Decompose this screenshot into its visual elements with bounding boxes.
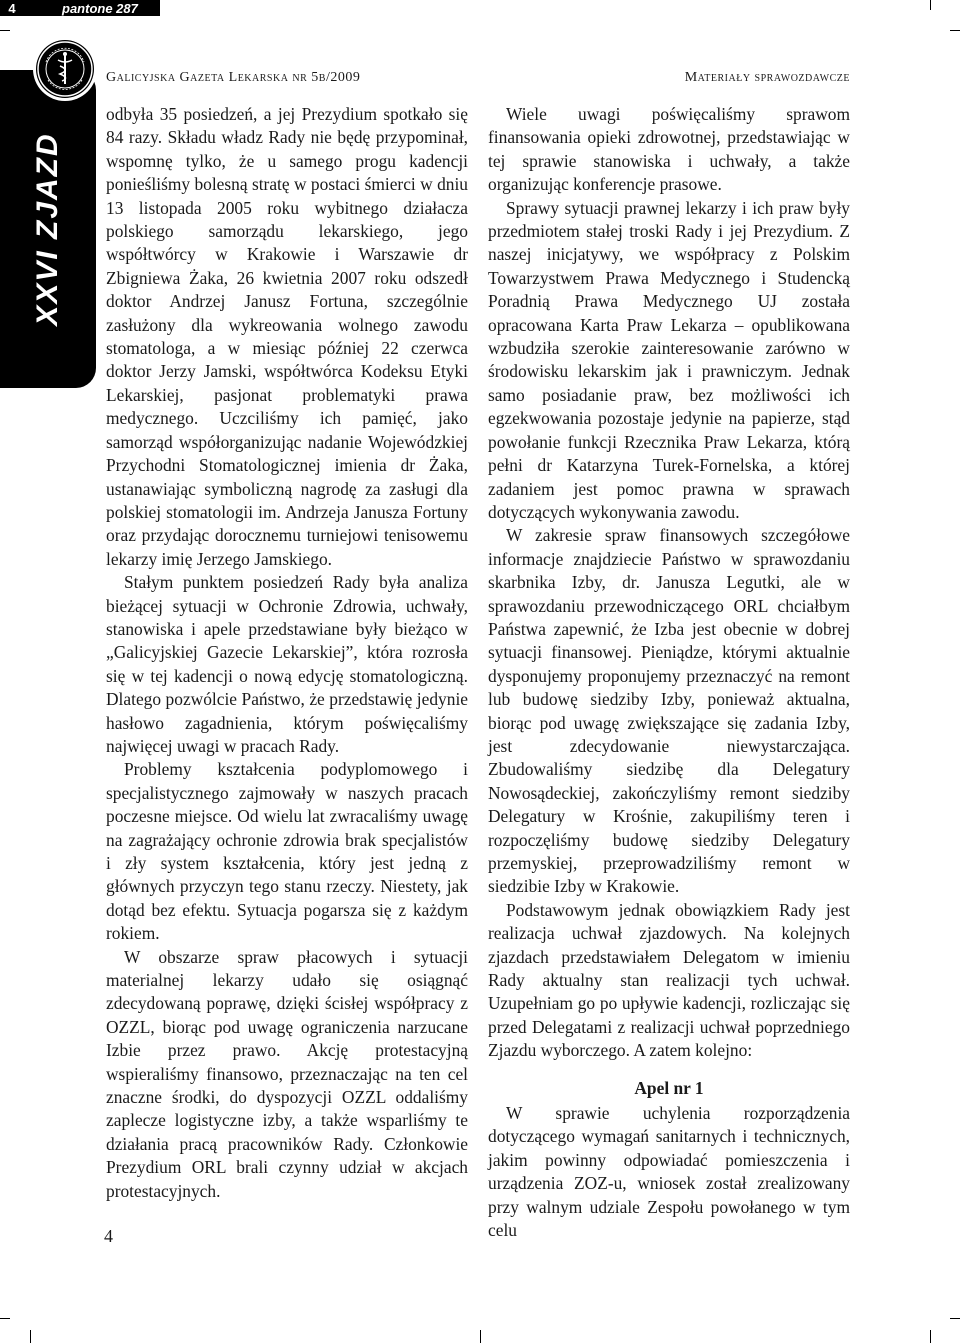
paragraph: W obszarze spraw płacowych i sytuacji materialnej lekarzy udało się osiągnąć zdecydowaną poprawę, dzięki ścisłej współpracy z OZZL, biorąc pod uwagę ograniczenia narzucane Izbie przez prawo. Akcję protestacyjną wspieraliśmy finansowo, przeznaczając na ten cel znaczne środki, do dyspozycji OZZL oddaliśmy zaplecze logistyczne izby, a także wsparliśmy te działania pracą pracowników Rady. Członkowie Prezydium ORL brali czynny udział w akcjach protestacyjnych. (106, 946, 468, 1201)
page-number: 4 (104, 1226, 113, 1246)
paragraph: odbyła 35 posiedzeń, a jej Prezydium spotkało się 84 razy. Składu władz Rady nie będę przypominał, wspomnę tylko, że u samego progu kadencji ponieśliśmy bolesną stratę w postaci śmierci w dniu 13 listopada 2005 roku wybitnego działacza polskiego samorządu lekarskiego, jego współtwórcy w Krakowie i Warszawie dr Zbigniewa Żaka, 26 kwietnia 2007 roku odszedł doktor Andrzej Janusz Fortuna, szczególnie zasłużony dla wykreowania wolnego zawodu stomatologa, a w miesiąc później 22 czerwca doktor Jerzy Jamski, współtwórca Kodeksu Etyki Lekarskiej, pasjonat problematyki prawa medycznego. Uczciliśmy ich pamięć, jako samorząd współorganizując nadanie Wojewódzkiej Przychodni Stomatologicznej imienia dr Żaka, ustanawiając symboliczną nagrodę za zasługi dla polskiej stomatologii im. Andrzeja Janusza Fortuny oraz przydając dorocznemu turniejowi tenisowemu lekarzy imię Jerzego Jamskiego. (106, 104, 468, 569)
paragraph: Wiele uwagi poświęcaliśmy sprawom finansowania opieki zdrowotnej, przedstawiając w tej sprawie stanowiska i uchwały, a także organizując konferencje prasowe. (488, 104, 850, 195)
sidebar-title: XXVI ZJAZD (31, 132, 64, 326)
crop-mark (30, 1330, 31, 1343)
crop-mark (930, 0, 931, 10)
paragraph: W sprawie uchylenia rozporządzenia dotyczącego wymagań sanitarnych i technicznych, jakim powinny odpowiadać pomieszczenia i urządzenia ZOZ-u, wniosek został zrealizowany przy walnym udziale Zespołu powołanego w tym celu (488, 1103, 850, 1241)
caduceus-seal-icon (36, 40, 94, 98)
crop-mark (0, 1318, 10, 1319)
crop-mark (0, 30, 10, 31)
crop-mark (950, 1318, 960, 1319)
section-header: Materiały sprawozdawcze (684, 70, 850, 85)
print-page-number: 4 (8, 0, 16, 16)
journal-header: Galicyjska Gazeta Lekarska nr 5b/2009 (106, 70, 361, 85)
paragraph: Podstawowym jednak obowiązkiem Rady jest realizacja uchwał zjazdowych. Na kolejnych zjazdach przedstawiałem Delegatom w imieniu Rady aktualny stan realizacji tych uchwał. Uzupełniam go po upływie kadencji, rozliczając się przed Delegatami z realizacji uchwał poprzedniego Zjazdu wyborczego. A zatem kolejno: (488, 899, 850, 1061)
paragraph: Stałym punktem posiedzeń Rady była analiza bieżącej sytuacji w Ochronie Zdrowia, uchwały, stanowiska i apele przedstawiane były bieżąco w „Galicyjskiej Gazecie Lekarskiej”, która rozrosła się w tej kadencji o nową edycję stomatologiczną. Dlatego pozwólcie Państwo, że przedstawię jedynie hasłowo zagadnienia, którym poświęcaliśmy najwięcej uwagi w pracach Rady. (106, 572, 468, 756)
section-heading: Apel nr 1 (634, 1077, 704, 1098)
crop-mark (930, 1330, 931, 1343)
right-column (488, 103, 850, 1243)
paragraph: Sprawy sytuacji prawnej lekarzy i ich praw były przedmiotem stałej troski Rady i jej Prezydium. Z naszej inicjatywy, we współpracy z Polskim Towarzystwem Prawa Medycznego i Studencką Poradnią Prawa Medycznego UJ została opracowana Karta Praw Lekarza – opublikowana wzbudziła szerokie zainteresowanie zarówno w środowisku lekarskim jak i prawniczym. Jednak samo posiadanie praw, bez możliwości ich egzekwowania pozostaje jedynie na papierze, stąd powołanie funkcji Rzecznika Praw Lekarza, którą pełni dr Katarzyna Turek-Fornelska, a której zadaniem jest pomoc prawna w sprawach dotyczących wykonywania zawodu. (488, 197, 850, 522)
sidebar-band (0, 70, 96, 388)
crop-mark (950, 30, 960, 31)
paragraph: W zakresie spraw finansowych szczegółowe informacje znajdziecie Państwo w sprawozdaniu skarbnika Izby, dr. Janusza Legutki, ale w sprawozdaniu przewodniczącego ORL chciałbym Państwa zapewnić, że Izba jest obecnie w dobrej sytuacji finansowej. Pieniądze, którymi aktualnie dysponujemy proponujemy przeznaczyć na remont lub budowę siedziby Izby, ponieważ aktualna, biorąc pod uwagę zwiększające się zadania Izby, jest zdecydowanie niewystarczająca. Zbudowaliśmy siedzibę dla Delegatury Nowosądeckiej, zakończyliśmy remont siedziby Delegatury w Krośnie, zakupiliśmy teren i rozpoczęliśmy budowę siedziby Delegatury przemyskiej, przeprowadziliśmy remont w siedzibie Izby w Krakowie. (488, 525, 850, 897)
crop-mark (480, 1330, 481, 1343)
paragraph: Problemy kształcenia podyplomowego i specjalistycznego zajmowały w naszych pracach poczesne miejsce. Od wielu lat zwracaliśmy uwagę na zagrażający ochronie zdrowia brak specjalistów i zły system kształcenia, który jest jedną z głównych przyczyn tego stanu rzeczy. Niestety, jak dotąd bez efektu. Sytuacja pogarsza się z każdym rokiem. (106, 759, 468, 944)
left-column (106, 103, 468, 1203)
chamber-logo (36, 40, 94, 98)
pantone-label: pantone 287 (62, 0, 138, 16)
print-color-bar (0, 0, 160, 16)
